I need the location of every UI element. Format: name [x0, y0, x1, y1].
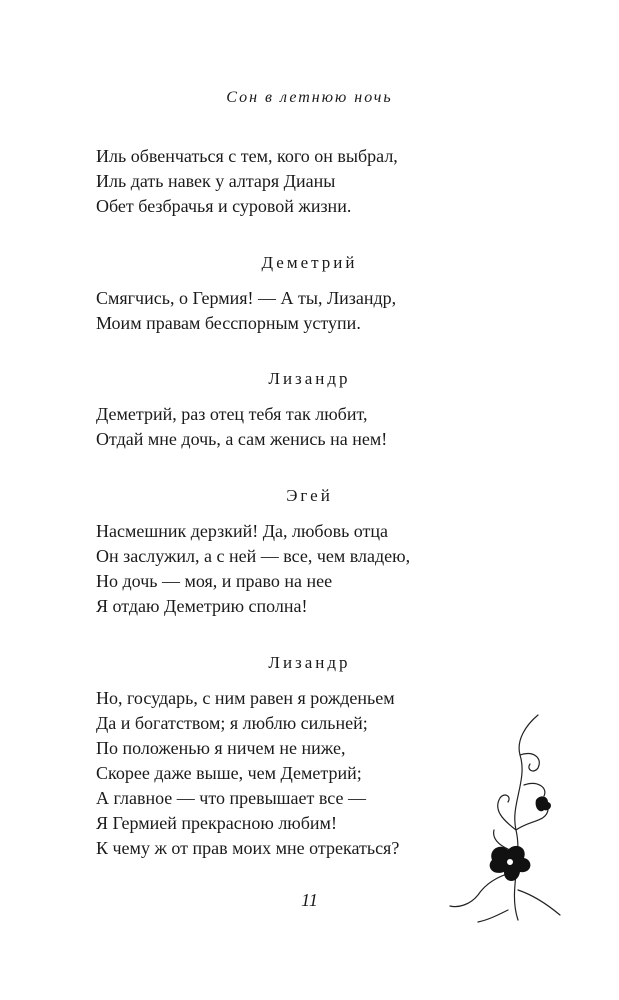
page-number: 11	[301, 890, 318, 910]
running-head: Сон в летнюю ночь	[226, 89, 393, 106]
verse-line: А главное — что превышает все —	[96, 788, 366, 808]
stanza	[96, 286, 496, 336]
verse-line: Я отдаю Деметрию сполна!	[96, 596, 308, 616]
stanza	[96, 686, 496, 861]
verse-line: Я Гермией прекрасною любим!	[96, 813, 337, 833]
stanza	[96, 144, 496, 219]
verse-line: Деметрий, раз отец тебя так любит,	[96, 404, 368, 424]
verse-line: Он заслужил, а с ней — все, чем владею,	[96, 546, 411, 566]
stanza	[96, 519, 496, 619]
verse-line: К чему ж от прав моих мне отрекаться?	[96, 838, 400, 858]
speaker-name: Деметрий	[261, 253, 358, 272]
speaker-name: Лизандр	[268, 369, 351, 388]
stanza	[96, 402, 496, 452]
verse-line: Но, государь, с ним равен я рожденьем	[96, 688, 395, 708]
verse-line: Отдай мне дочь, а сам женись на нем!	[96, 429, 388, 449]
verse-line: Насмешник дерзкий! Да, любовь отца	[96, 521, 389, 541]
verse-line: Да и богатством; я люблю сильней;	[96, 713, 368, 733]
verse-line: Смягчись, о Гермия! — А ты, Лизандр,	[96, 288, 397, 308]
verse-line: По положенью я ничем не ниже,	[96, 738, 346, 758]
speaker-name: Лизандр	[268, 653, 351, 672]
verse-line: Иль дать навек у алтаря Дианы	[96, 171, 336, 191]
verse-line: Иль обвенчаться с тем, кого он выбрал,	[96, 146, 398, 166]
verse-line: Но дочь — моя, и право на нее	[96, 571, 333, 591]
verse-line: Обет безбрачья и суровой жизни.	[96, 196, 352, 216]
speaker-name: Эгей	[286, 486, 333, 505]
verse-line: Моим правам бесспорным уступи.	[96, 313, 361, 333]
verse-line: Скорее даже выше, чем Деметрий;	[96, 763, 362, 783]
